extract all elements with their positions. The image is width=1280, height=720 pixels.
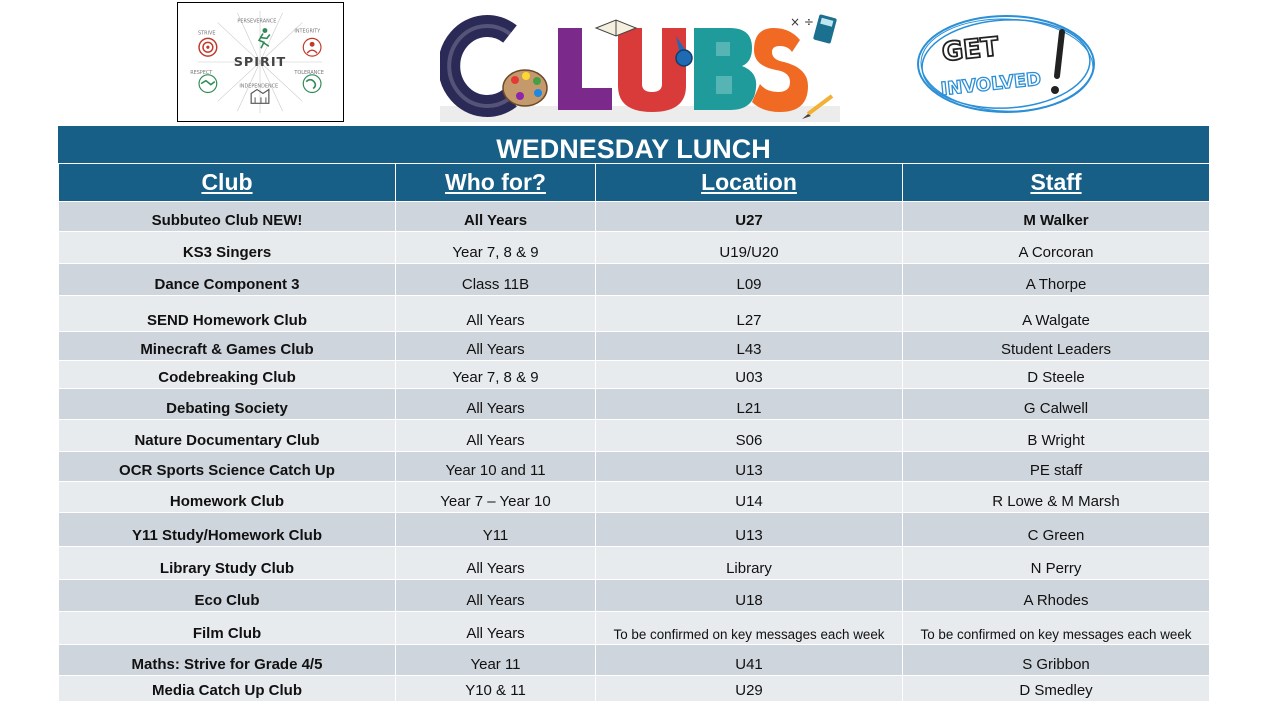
staff: G Calwell	[903, 389, 1210, 420]
table-row	[59, 645, 1210, 676]
who-for: Y10 & 11	[396, 676, 596, 701]
svg-text:GET: GET	[940, 32, 1001, 68]
club-name: Eco Club	[59, 580, 396, 612]
clubs-timetable	[58, 126, 1209, 701]
table-row	[59, 580, 1210, 612]
club-name: Film Club	[59, 612, 396, 645]
target-icon	[199, 38, 217, 56]
staff: C Green	[903, 513, 1210, 547]
table-row	[59, 452, 1210, 482]
staff: A Walgate	[903, 296, 1210, 332]
staff: A Thorpe	[903, 264, 1210, 296]
club-name: Y11 Study/Homework Club	[59, 513, 396, 547]
svg-text:SPIRIT: SPIRIT	[233, 54, 287, 70]
column-header-who: Who for?	[396, 164, 596, 202]
table-row	[59, 612, 1210, 645]
club-name: Library Study Club	[59, 547, 396, 580]
club-name: Debating Society	[59, 389, 396, 420]
table-row	[59, 482, 1210, 513]
table-row	[59, 296, 1210, 332]
staff: To be confirmed on key messages each week	[903, 612, 1210, 645]
who-for: All Years	[396, 332, 596, 361]
location: L21	[596, 389, 903, 420]
table-row	[59, 232, 1210, 264]
svg-text:PERSEVERANCE: PERSEVERANCE	[237, 18, 277, 25]
who-for: Year 10 and 11	[396, 452, 596, 482]
svg-text:STRIVE: STRIVE	[198, 30, 216, 37]
clubs-table	[58, 164, 1210, 701]
who-for: Class 11B	[396, 264, 596, 296]
calculator-icon	[813, 14, 837, 44]
table-row	[59, 389, 1210, 420]
table-row	[59, 547, 1210, 580]
staff: PE staff	[903, 452, 1210, 482]
location: U13	[596, 452, 903, 482]
who-for: All Years	[396, 580, 596, 612]
staff: S Gribbon	[903, 645, 1210, 676]
table-row	[59, 420, 1210, 452]
column-header-location: Location	[596, 164, 903, 202]
who-for: All Years	[396, 389, 596, 420]
who-for: All Years	[396, 612, 596, 645]
svg-text:RESPECT: RESPECT	[190, 69, 213, 76]
column-header-club: Club	[59, 164, 396, 202]
table-row	[59, 202, 1210, 232]
table-row	[59, 264, 1210, 296]
location: U18	[596, 580, 903, 612]
who-for: All Years	[396, 547, 596, 580]
who-for: All Years	[396, 420, 596, 452]
club-name: Nature Documentary Club	[59, 420, 396, 452]
spirit-logo	[177, 2, 344, 122]
location: S06	[596, 420, 903, 452]
header-row	[59, 164, 1210, 202]
who-for: Year 7, 8 & 9	[396, 361, 596, 389]
table-row	[59, 513, 1210, 547]
club-name: SEND Homework Club	[59, 296, 396, 332]
table-row	[59, 361, 1210, 389]
svg-text:INTEGRITY: INTEGRITY	[294, 28, 321, 35]
staff: D Smedley	[903, 676, 1210, 701]
svg-text:INDEPENDENCE: INDEPENDENCE	[239, 83, 279, 90]
column-header-staff: Staff	[903, 164, 1210, 202]
location: U41	[596, 645, 903, 676]
who-for: All Years	[396, 296, 596, 332]
runner-icon	[259, 28, 270, 48]
staff: A Corcoran	[903, 232, 1210, 264]
who-for: All Years	[396, 202, 596, 232]
staff: R Lowe & M Marsh	[903, 482, 1210, 513]
table-title: WEDNESDAY LUNCH	[58, 126, 1209, 164]
globe-icon	[303, 75, 321, 93]
clubs-wordmark	[440, 6, 840, 122]
location: L27	[596, 296, 903, 332]
staff: N Perry	[903, 547, 1210, 580]
staff: B Wright	[903, 420, 1210, 452]
get-involved-scribble	[910, 10, 1102, 118]
club-name: OCR Sports Science Catch Up	[59, 452, 396, 482]
location: To be confirmed on key messages each week	[596, 612, 903, 645]
who-for: Y11	[396, 513, 596, 547]
table-row	[59, 332, 1210, 361]
who-for: Year 11	[396, 645, 596, 676]
location: U13	[596, 513, 903, 547]
get-involved-logo	[910, 10, 1102, 118]
club-name: Minecraft & Games Club	[59, 332, 396, 361]
location: U03	[596, 361, 903, 389]
staff: Student Leaders	[903, 332, 1210, 361]
club-name: KS3 Singers	[59, 232, 396, 264]
club-name: Subbuteo Club NEW!	[59, 202, 396, 232]
who-for: Year 7 – Year 10	[396, 482, 596, 513]
spirit-emblem	[178, 3, 343, 121]
svg-text:INVOLVED: INVOLVED	[939, 68, 1043, 101]
location: U29	[596, 676, 903, 701]
location: L09	[596, 264, 903, 296]
club-name: Homework Club	[59, 482, 396, 513]
location: U19/U20	[596, 232, 903, 264]
location: U14	[596, 482, 903, 513]
svg-text:× ÷: × ÷	[790, 15, 814, 29]
palette-icon	[503, 70, 547, 106]
staff: A Rhodes	[903, 580, 1210, 612]
person-icon	[303, 38, 321, 56]
table-row	[59, 676, 1210, 701]
club-name: Codebreaking Club	[59, 361, 396, 389]
clubs-logo	[440, 6, 840, 122]
staff: D Steele	[903, 361, 1210, 389]
club-name: Media Catch Up Club	[59, 676, 396, 701]
club-name: Dance Component 3	[59, 264, 396, 296]
location: L43	[596, 332, 903, 361]
who-for: Year 7, 8 & 9	[396, 232, 596, 264]
svg-text:TOLERANCE: TOLERANCE	[294, 69, 324, 76]
staff: M Walker	[903, 202, 1210, 232]
handshake-icon	[199, 75, 217, 93]
location: Library	[596, 547, 903, 580]
location: U27	[596, 202, 903, 232]
club-name: Maths: Strive for Grade 4/5	[59, 645, 396, 676]
